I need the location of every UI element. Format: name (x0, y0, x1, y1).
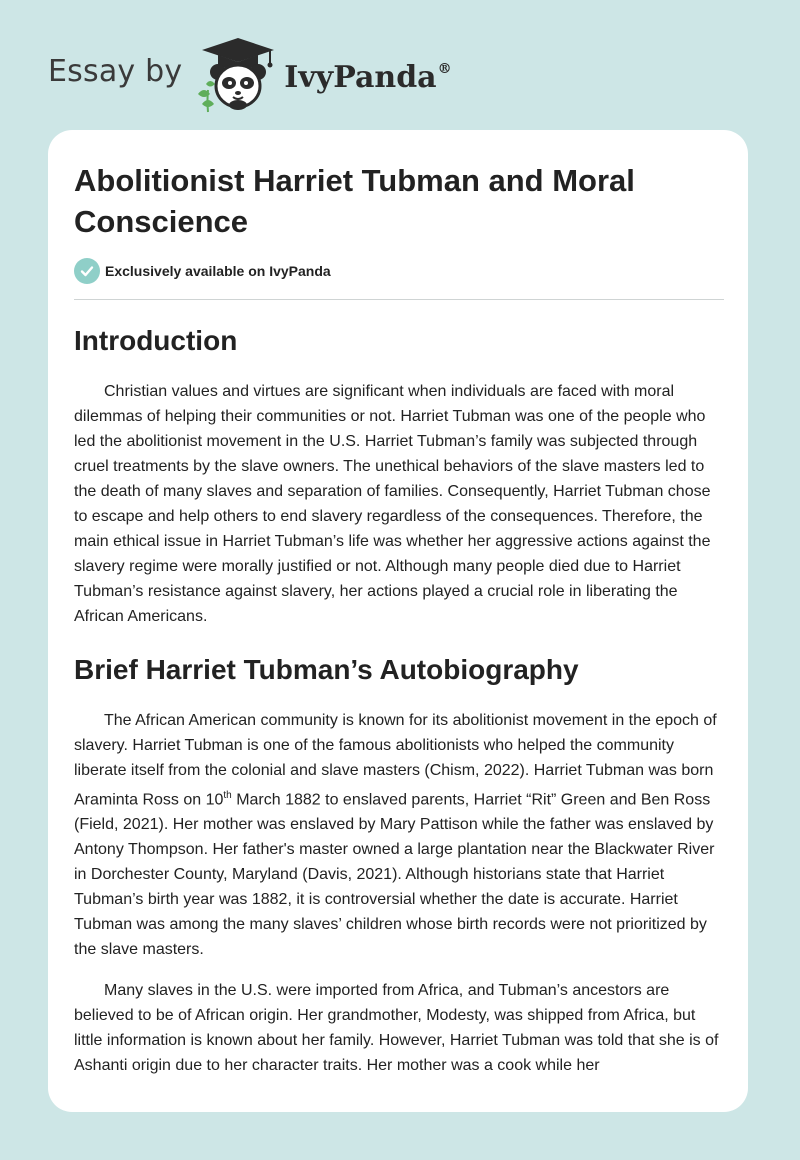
exclusive-badge (74, 256, 724, 286)
page-title: Abolitionist Harriet Tubman and Moral Conscience (74, 163, 635, 239)
superscript-th: th (223, 790, 232, 801)
badge-label: Exclusively available on IvyPanda (105, 263, 331, 279)
brand-name[interactable]: IvyPanda® (284, 59, 452, 95)
section-heading-autobiography: Brief Harriet Tubman’s Autobiography (74, 654, 579, 685)
site-header (48, 34, 452, 114)
divider (74, 299, 724, 300)
registered-mark: ® (437, 60, 452, 77)
paragraph: Christian values and virtues are significant when individuals are faced with moral dilemmas of helping their communities or not. Harriet Tubman was one of the people who led the abolitionist movement in the U.S. Harriet Tubman’s family was subjected through cruel treatments by the slave owners. The unethical behaviors of the slave masters led to the death of many slaves and separation of families. Consequently, Harriet Tubman chose to escape and help others to end slavery regardless of the consequences. Therefore, the main ethical issue in Harriet Tubman’s life was whether her aggressive actions against the slavery regime were morally justified or not. Although many people died due to Harriet Tubman’s resistance against slavery, her actions played a crucial role in liberating the African Americans. (74, 383, 711, 625)
essay-content (74, 160, 724, 1078)
essay-card (48, 130, 748, 1112)
check-icon (74, 258, 100, 284)
panda-logo-icon (194, 34, 278, 114)
section-heading-introduction: Introduction (74, 325, 238, 356)
essay-by-label: Essay by (48, 53, 183, 89)
paragraph: The African American community is known for its abolitionist movement in the epoch of slavery. Harriet Tubman is one of the famous abolitionists who helped the community liberate itself from the colonial and slave masters (Chism, 2022). Harriet Tubman was born Araminta Ross on 10th March 1882 to enslaved parents, Harriet “Rit” Green and Ben Ross (Field, 2021). Her mother was enslaved by Mary Pattison while the father was enslaved by Antony Thompson. Her father's master owned a large plantation near the Blackwater River in Dorchester County, Maryland (Davis, 2021). Although historians state that Harriet Tubman’s birth year was 1882, it is controversial whether the date is accurate. Harriet Tubman was among the many slaves’ children whose birth records were not prioritized by the slave masters. (74, 712, 717, 959)
paragraph: Many slaves in the U.S. were imported from Africa, and Tubman’s ancestors are believed to be of African origin. Her grandmother, Modesty, was shipped from Africa, but little information is known about her family. However, Harriet Tubman was told that she is of Ashanti origin due to her character traits. Her mother was a cook while her (74, 982, 719, 1075)
